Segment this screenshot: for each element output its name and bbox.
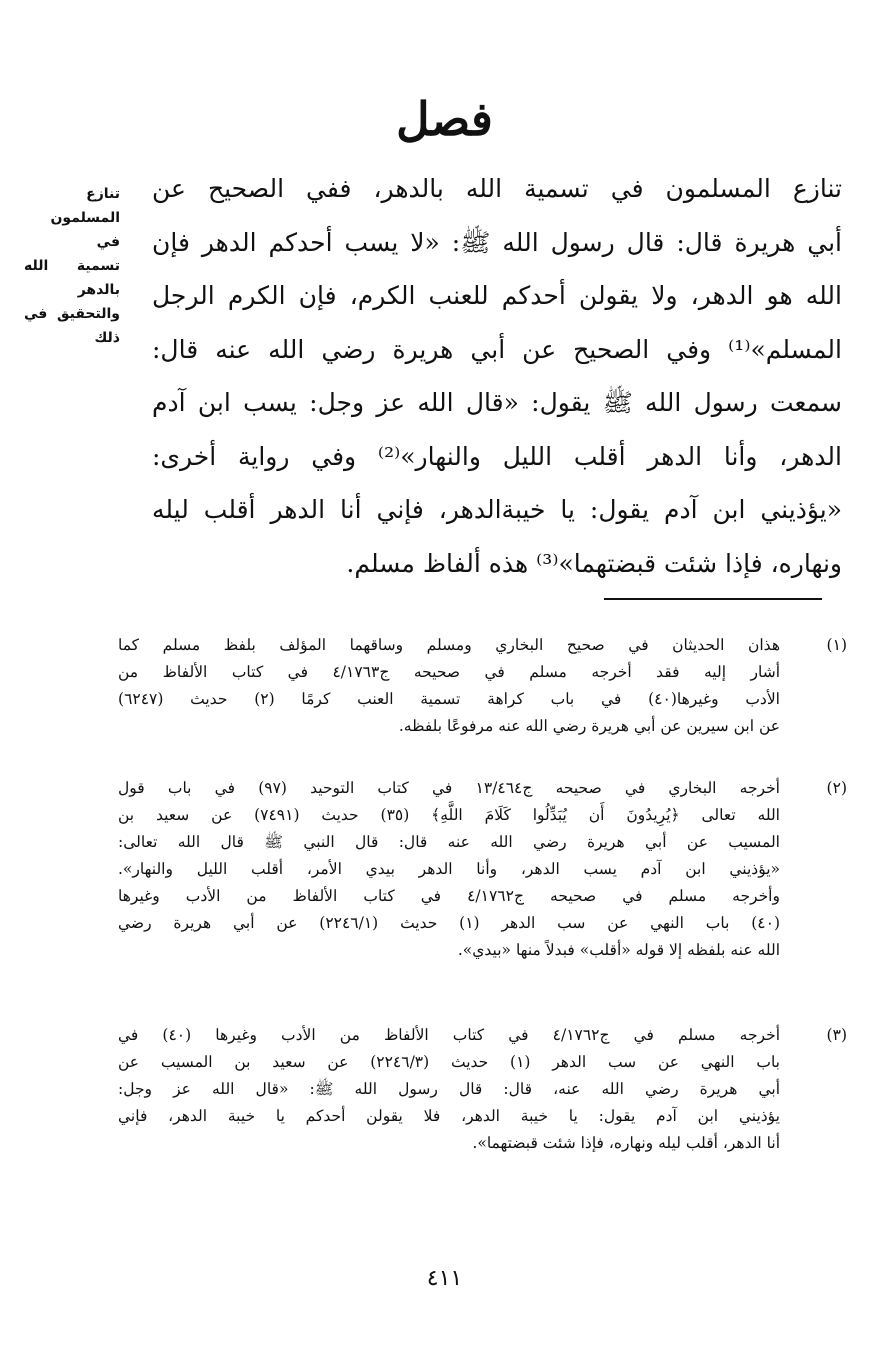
- footnote-line: الله تعالى ﴿يُرِيدُونَ أَن يُبَدِّلُوا كَلَامَ اللَّهِ﴾ (٣٥) حديث (٧٤٩١) عن سعيد بن: [118, 806, 780, 824]
- footnote-body: [118, 632, 780, 740]
- page-number: ٤١١: [426, 1266, 463, 1291]
- margin-note-line: ذلك: [94, 330, 120, 346]
- main-text-line: تنازع المسلمون في تسمية الله بالدهر، ففي الصحيح عن: [152, 174, 842, 203]
- footnote-line: أنا الدهر، أقلب ليله ونهاره، فإذا شئت قبضتهما».: [472, 1134, 780, 1152]
- main-text: [152, 162, 842, 590]
- footnote: [118, 775, 847, 964]
- footnote-line: الأدب وغيرها(٤٠) في باب كراهة تسمية العنب كرمًا (٢) حديث (٦٢٤٧): [118, 690, 780, 708]
- footnote-line: وأخرجه مسلم في صحيحه ج٤/١٧٦٢ في كتاب الألفاظ من الأدب وغيرها: [118, 887, 780, 905]
- margin-note: [24, 182, 120, 350]
- footnote-number: (٣): [826, 1026, 847, 1044]
- footnote: [118, 1022, 847, 1157]
- footnote-separator: [604, 598, 822, 600]
- footnote-line: أشار إليه فقد أخرجه مسلم في صحيحه ج٤/١٧٦٣ في كتاب الألفاظ من: [118, 663, 780, 681]
- footnote: [118, 632, 847, 740]
- footnote-line: أخرجه مسلم في ج٤/١٧٦٢ في كتاب الألفاظ من الأدب وغيرها (٤٠) في: [118, 1026, 780, 1044]
- footnote-line: المسيب عن أبي هريرة رضي الله عنه قال: قال النبي ﷺ قال الله تعالى:: [118, 833, 780, 851]
- footnote-number: (٢): [826, 779, 847, 797]
- footnote-line: أبي هريرة رضي الله عنه، قال: قال رسول الله ﷺ: «قال الله عز وجل:: [118, 1080, 780, 1098]
- main-text-line: سمعت رسول الله ﷺ يقول: «قال الله عز وجل: يسب ابن آدم: [152, 388, 842, 417]
- footnote-line: «يؤذيني ابن آدم يسب الدهر، وأنا الدهر بيدي الأمر، أقلب الليل والنهار».: [118, 860, 780, 878]
- main-text-line: المسلم»⁽¹⁾ وفي الصحيح عن أبي هريرة رضي الله عنه قال:: [152, 334, 842, 364]
- footnote-line: عن ابن سيرين عن أبي هريرة رضي الله عنه مرفوعًا بلفظه.: [398, 717, 780, 735]
- footnote-line: (٤٠) باب النهي عن سب الدهر (١) حديث (٢٢٤٦/١) عن أبي هريرة رضي: [118, 914, 780, 932]
- footnote-line: باب النهي عن سب الدهر (١) حديث (٢٢٤٦/٣) عن سعيد بن المسيب عن: [118, 1053, 781, 1071]
- main-text-line: «يؤذيني ابن آدم يقول: يا خيبةالدهر، فإني أنا الدهر أقلب ليله: [152, 495, 842, 524]
- footnote-number: (١): [826, 636, 847, 654]
- footnote-line: يؤذيني ابن آدم يقول: يا خيبة الدهر، فلا يقولن أحدكم يا خيبة الدهر، فإني: [118, 1107, 780, 1125]
- footnote-body: [118, 775, 780, 964]
- main-text-line: الله هو الدهر، ولا يقولن أحدكم للعنب الكرم، فإن الكرم الرجل: [152, 281, 842, 310]
- footnote-line: الله عنه بلفظه إلا قوله «أقلب» فبدلاً منها «بيدي».: [457, 941, 780, 959]
- main-text-line: ونهاره، فإذا شئت قبضتهما»⁽³⁾ هذه ألفاظ مسلم.: [346, 548, 842, 578]
- margin-note-line: بالدهر: [77, 282, 120, 298]
- main-text-line: أبي هريرة قال: قال رسول الله ﷺ: «لا يسب أحدكم الدهر فإن: [152, 227, 842, 257]
- main-text-line: الدهر، وأنا الدهر أقلب الليل والنهار»⁽²⁾ وفي رواية أخرى:: [152, 441, 842, 471]
- margin-note-line: المسلمون في: [50, 210, 120, 250]
- margin-note-line: تسمية الله: [24, 258, 120, 274]
- footnote-line: هذان الحديثان في صحيح البخاري ومسلم وساقهما المؤلف بلفظ مسلم كما: [118, 636, 780, 654]
- chapter-title: فصل: [396, 92, 493, 146]
- footnote-line: أخرجه البخاري في صحيحه ج١٣/٤٦٤ في كتاب التوحيد (٩٧) في باب قول: [118, 779, 780, 797]
- margin-note-line: تنازع: [86, 186, 120, 202]
- footnote-body: [118, 1022, 780, 1157]
- margin-note-line: والتحقيق في: [24, 306, 120, 322]
